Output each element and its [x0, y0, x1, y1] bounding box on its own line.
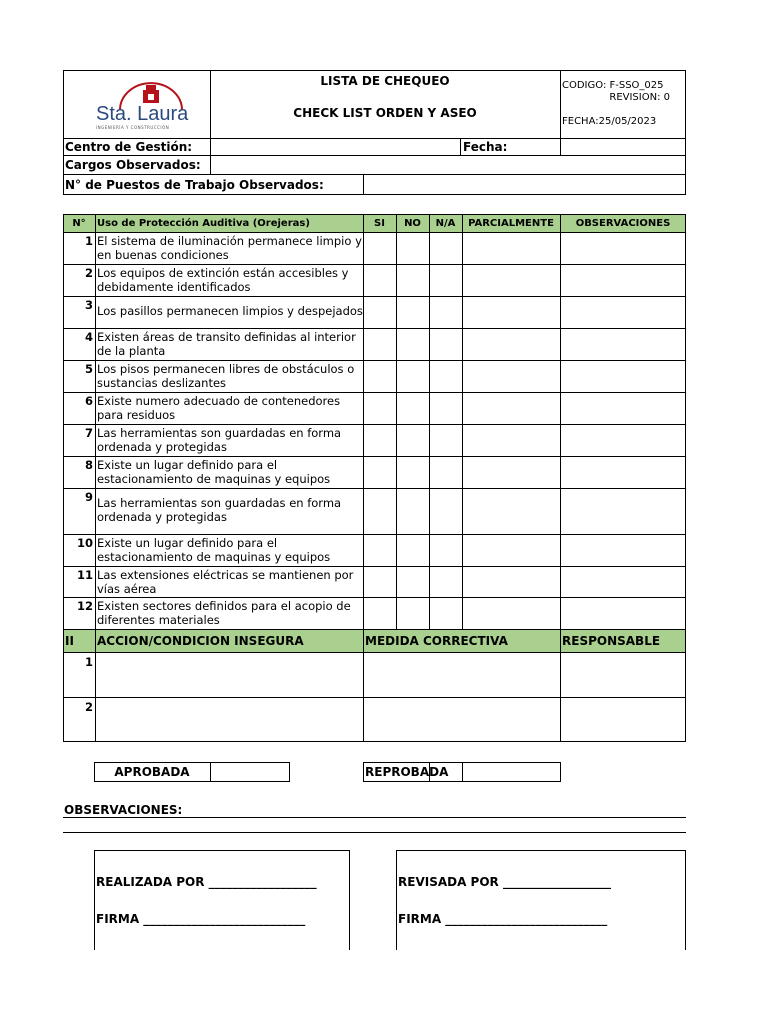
row-1-parcial-cell[interactable]: [463, 233, 560, 264]
reprobada-checkbox[interactable]: [463, 763, 560, 781]
row-number: 2: [84, 266, 93, 280]
observaciones-label: OBSERVACIONES:: [64, 803, 183, 817]
row-7-no-cell[interactable]: [397, 425, 429, 456]
form-title: LISTA DE CHEQUEO: [320, 74, 450, 88]
col-n-header: N°: [72, 218, 86, 229]
col-parcial-header: PARCIALMENTE: [468, 218, 554, 229]
row-6-no-cell[interactable]: [397, 393, 429, 424]
row-2-parcial-cell[interactable]: [463, 265, 560, 296]
row-11-na-cell[interactable]: [430, 567, 462, 597]
row-9-si-cell[interactable]: [364, 489, 396, 534]
row-6-obs-cell[interactable]: [561, 393, 686, 424]
observaciones-field[interactable]: [63, 818, 686, 832]
row-item-text: Los pasillos permanecen limpios y despejados: [97, 304, 363, 318]
firma-right-label: FIRMA ___________________________: [398, 912, 608, 926]
row-item-text: El sistema de iluminación permanece limpio y en buenas condiciones: [97, 234, 362, 262]
row-11-parcial-cell[interactable]: [463, 567, 560, 597]
cargos-input[interactable]: [211, 156, 685, 174]
form-subtitle: CHECK LIST ORDEN Y ASEO: [293, 106, 477, 120]
row-12-no-cell[interactable]: [397, 598, 429, 630]
row-number: 5: [84, 362, 93, 376]
row-3-no-cell[interactable]: [397, 297, 429, 328]
row-item-text: Existen sectores definidos para el acopio de diferentes materiales: [97, 599, 351, 627]
row-8-no-cell[interactable]: [397, 457, 429, 488]
row-12-na-cell[interactable]: [430, 598, 462, 630]
row-7-si-cell[interactable]: [364, 425, 396, 456]
col-na-header: N/A: [435, 218, 456, 229]
row-8-si-cell[interactable]: [364, 457, 396, 488]
row-10-na-cell[interactable]: [430, 535, 462, 566]
row-12-obs-cell[interactable]: [561, 598, 686, 630]
realizada-label: REALIZADA POR __________________: [96, 875, 317, 889]
fecha-input[interactable]: [561, 139, 685, 155]
aprobada-checkbox[interactable]: [211, 763, 289, 781]
row-10-obs-cell[interactable]: [561, 535, 686, 566]
row-number: 8: [84, 458, 93, 472]
row-3-obs-cell[interactable]: [561, 297, 686, 328]
row-9-no-cell[interactable]: [397, 489, 429, 534]
puestos-input[interactable]: [364, 175, 685, 194]
revisada-label: REVISADA POR __________________: [398, 875, 611, 889]
table2-row-2-responsable[interactable]: [561, 698, 685, 741]
row-7-na-cell[interactable]: [430, 425, 462, 456]
table2-row-1-accion[interactable]: [96, 653, 363, 697]
row-number: 3: [84, 298, 93, 312]
col-obs-header: OBSERVACIONES: [575, 218, 671, 229]
col-si-header: SI: [374, 218, 385, 229]
form-date: FECHA:25/05/2023: [562, 116, 657, 127]
col-medida-header: MEDIDA CORRECTIVA: [365, 634, 508, 648]
row-8-na-cell[interactable]: [430, 457, 462, 488]
reprobada-label: REPROBADA: [365, 765, 449, 779]
cargos-label: Cargos Observados:: [65, 158, 201, 172]
row-5-obs-cell[interactable]: [561, 361, 686, 392]
row-5-parcial-cell[interactable]: [463, 361, 560, 392]
row-2-na-cell[interactable]: [430, 265, 462, 296]
row-4-parcial-cell[interactable]: [463, 329, 560, 360]
row-4-obs-cell[interactable]: [561, 329, 686, 360]
firma-left-label: FIRMA ___________________________: [96, 912, 306, 926]
row-6-si-cell[interactable]: [364, 393, 396, 424]
row-1-na-cell[interactable]: [430, 233, 462, 264]
col-no-header: NO: [404, 218, 421, 229]
row-8-parcial-cell[interactable]: [463, 457, 560, 488]
logo-subtext: INGENIERÍA Y CONSTRUCCIÓN: [96, 125, 170, 130]
row-number: 11: [76, 568, 93, 582]
table2-row-number: 2: [84, 700, 93, 714]
row-6-na-cell[interactable]: [430, 393, 462, 424]
row-9-parcial-cell[interactable]: [463, 489, 560, 534]
signature-box-right: [396, 850, 686, 950]
col-accion-header: ACCION/CONDICION INSEGURA: [97, 634, 304, 648]
row-2-no-cell[interactable]: [397, 265, 429, 296]
row-number: 12: [76, 599, 93, 613]
table2-row-1-responsable[interactable]: [561, 653, 685, 697]
row-item-text: Los pisos permanecen libres de obstáculos o sustancias deslizantes: [97, 362, 355, 390]
aprobada-label: APROBADA: [114, 765, 190, 779]
row-4-no-cell[interactable]: [397, 329, 429, 360]
row-item-text: Existe un lugar definido para el estacionamiento de maquinas y equipos: [97, 458, 331, 486]
row-5-si-cell[interactable]: [364, 361, 396, 392]
revision: REVISION: 0: [609, 92, 670, 103]
row-3-na-cell[interactable]: [430, 297, 462, 328]
logo-text: Sta. Laura: [96, 103, 189, 125]
row-9-na-cell[interactable]: [430, 489, 462, 534]
table2-row-2-medida[interactable]: [364, 698, 560, 741]
row-2-si-cell[interactable]: [364, 265, 396, 296]
centro-label: Centro de Gestión:: [65, 140, 193, 154]
row-3-parcial-cell[interactable]: [463, 297, 560, 328]
row-number: 4: [84, 330, 93, 344]
col-ii-header: II: [65, 634, 74, 648]
row-item-text: Existen áreas de transito definidas al interior de la planta: [97, 330, 356, 358]
signature-box-left: [94, 850, 350, 950]
row-1-no-cell[interactable]: [397, 233, 429, 264]
row-item-text: Existe un lugar definido para el estacionamiento de maquinas y equipos: [97, 536, 331, 564]
row-item-text: Las herramientas son guardadas en forma ordenada y protegidas: [97, 496, 342, 524]
row-4-si-cell[interactable]: [364, 329, 396, 360]
row-number: 9: [84, 490, 93, 504]
row-12-parcial-cell[interactable]: [463, 598, 560, 630]
centro-input[interactable]: [211, 139, 460, 155]
row-number: 6: [84, 394, 93, 408]
row-5-na-cell[interactable]: [430, 361, 462, 392]
row-12-si-cell[interactable]: [364, 598, 396, 630]
row-6-parcial-cell[interactable]: [463, 393, 560, 424]
table2-row-2-accion[interactable]: [96, 698, 363, 741]
row-3-si-cell[interactable]: [364, 297, 396, 328]
row-7-obs-cell[interactable]: [561, 425, 686, 456]
row-2-obs-cell[interactable]: [561, 265, 686, 296]
row-number: 10: [76, 536, 93, 550]
puestos-label: N° de Puestos de Trabajo Observados:: [65, 178, 324, 192]
row-7-parcial-cell[interactable]: [463, 425, 560, 456]
row-10-si-cell[interactable]: [364, 535, 396, 566]
row-11-obs-cell[interactable]: [561, 567, 686, 597]
row-1-si-cell[interactable]: [364, 233, 396, 264]
col-uso-header: Uso de Protección Auditiva (Orejeras): [97, 218, 310, 229]
codigo: CODIGO: F-SSO_025: [562, 80, 664, 91]
row-11-no-cell[interactable]: [397, 567, 429, 597]
col-resp-header: RESPONSABLE: [562, 634, 661, 648]
row-item-text: Los equipos de extinción están accesibles y debidamente identificados: [97, 266, 349, 294]
row-9-obs-cell[interactable]: [561, 489, 686, 534]
row-10-no-cell[interactable]: [397, 535, 429, 566]
row-11-si-cell[interactable]: [364, 567, 396, 597]
row-10-parcial-cell[interactable]: [463, 535, 560, 566]
fecha-label: Fecha:: [463, 140, 508, 154]
row-5-no-cell[interactable]: [397, 361, 429, 392]
row-number: 1: [84, 234, 93, 248]
table2-row-1-medida[interactable]: [364, 653, 560, 697]
row-item-text: Las extensiones eléctricas se mantienen por vías aérea: [97, 568, 354, 596]
row-item-text: Existe numero adecuado de contenedores para residuos: [97, 394, 341, 422]
row-number: 7: [84, 426, 93, 440]
row-1-obs-cell[interactable]: [561, 233, 686, 264]
row-8-obs-cell[interactable]: [561, 457, 686, 488]
row-item-text: Las herramientas son guardadas en forma ordenada y protegidas: [97, 426, 342, 454]
row-4-na-cell[interactable]: [430, 329, 462, 360]
table2-row-number: 1: [84, 655, 93, 669]
